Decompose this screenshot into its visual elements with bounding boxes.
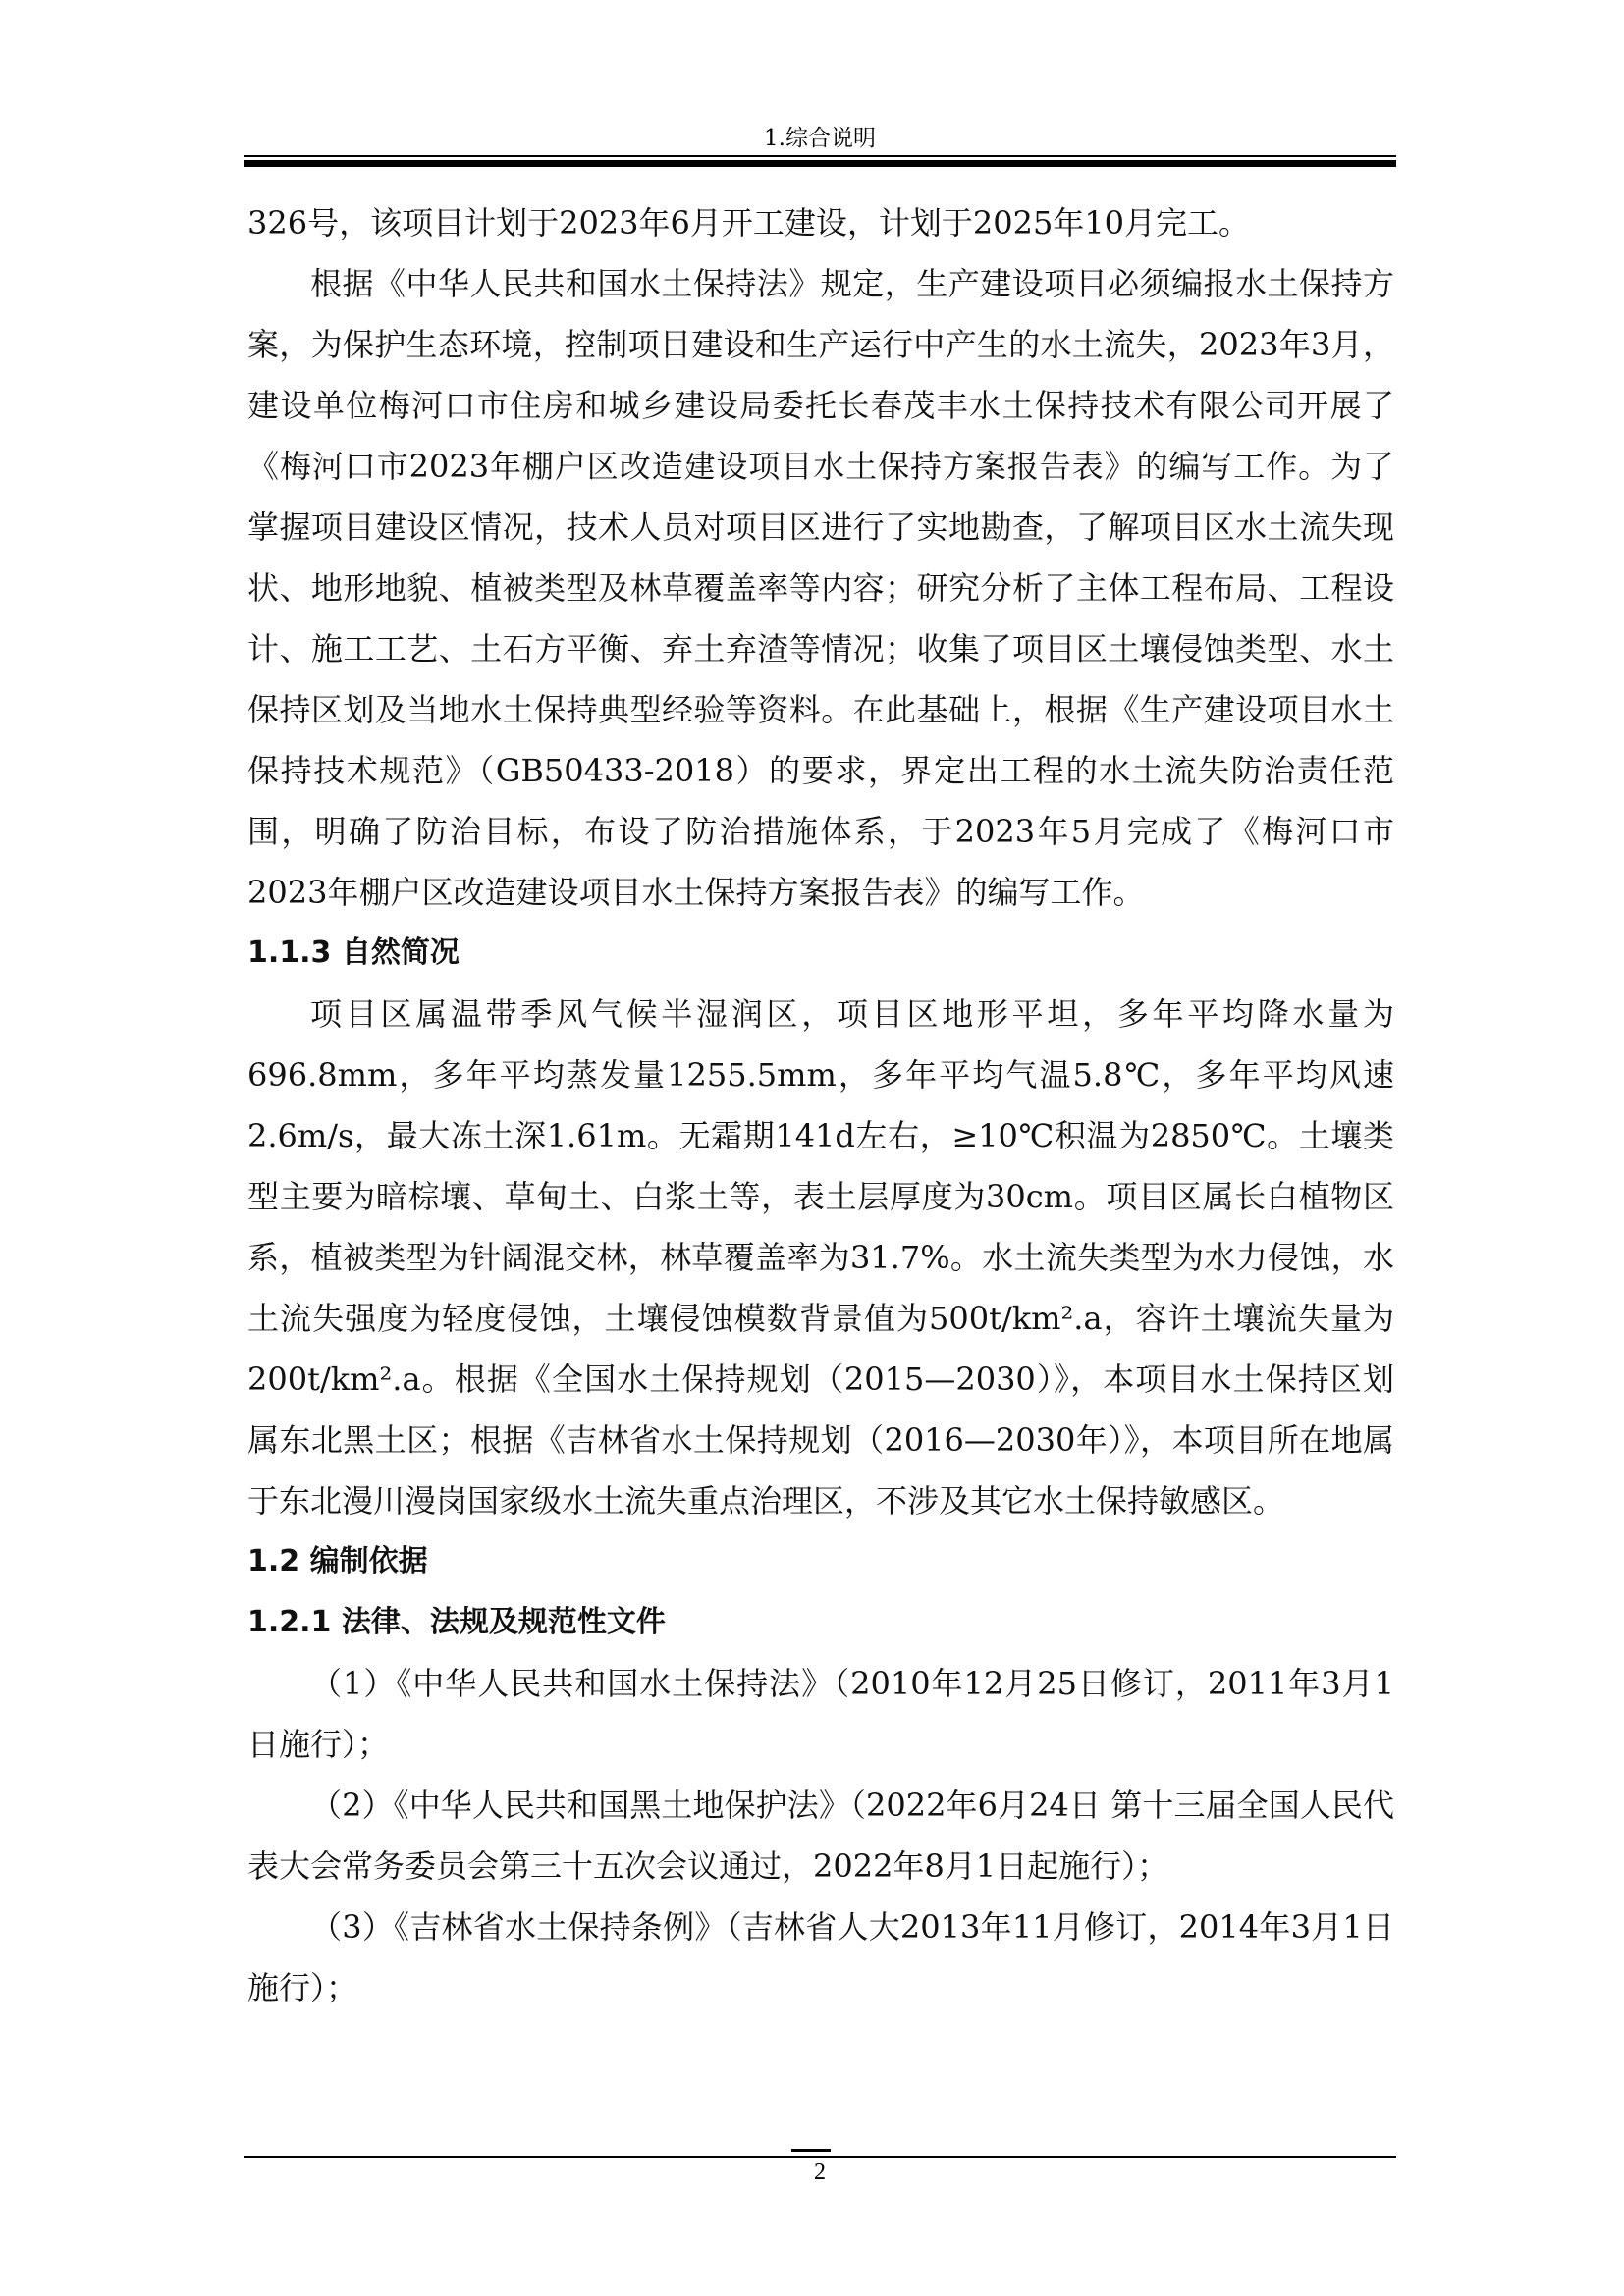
- footer-short-rule: [791, 2149, 831, 2152]
- page-number: 2: [814, 2160, 826, 2185]
- section-heading-1-2: 1.2 编制依据: [247, 1544, 428, 1578]
- paragraph-plan-background: 根据《中华人民共和国水土保持法》规定，生产建设项目必须编报水土保持方案，为保护生态环境，控制项目建设和生产运行中产生的水土流失，2023年3月，建设单位梅河口市住房和城乡建设局委托长春茂丰水土保持技术有限公司开展了《梅河口市2023年棚户区改造建设项目水土保持方案报告表》的编写工作。为了掌握项目建设区情况，技术人员对项目区进行了实地勘查，了解项目区水土流失现状、地形地貌、植被类型及林草覆盖率等内容；研究分析了主体工程布局、工程设计、施工工艺、土石方平衡、弃土弃渣等情况；收集了项目区土壤侵蚀类型、水土保持区划及当地水土保持典型经验等资料。在此基础上，根据《生产建设项目水土保持技术规范》（GB50433-2018）的要求，界定出工程的水土流失防治责任范围，明确了防治目标，布设了防治措施体系，于2023年5月完成了《梅河口市2023年棚户区改造建设项目水土保持方案报告表》的编写工作。: [247, 265, 1394, 911]
- running-header: 1.综合说明: [764, 126, 876, 151]
- section-heading-1-1-3: 1.1.3 自然简况: [247, 935, 460, 970]
- section-heading-1-2-1: 1.2.1 法律、法规及规范性文件: [247, 1605, 666, 1639]
- header-rule-thick: [244, 160, 1396, 167]
- list-item-law-2: （2）《中华人民共和国黑土地保护法》（2022年6月24日 第十三届全国人民代表大会常务委员会第三十五次会议通过，2022年8月1日起施行）；: [247, 1787, 1394, 1885]
- paragraph-natural-conditions: 项目区属温带季风气候半湿润区，项目区地形平坦，多年平均降水量为696.8mm，多年平均蒸发量1255.5mm，多年平均气温5.8℃，多年平均风速2.6m/s，最大冻土深1.61m。无霜期141d左右，≥10℃积温为2850℃。土壤类型主要为暗棕壤、草甸土、白浆土等，表土层厚度为30cm。项目区属长白植物区系，植被类型为针阔混交林，林草覆盖率为31.7%。水土流失类型为水力侵蚀，水土流失强度为轻度侵蚀，土壤侵蚀模数背景值为500t/km².a，容许土壤流失量为200t/km².a。根据《全国水土保持规划（2015—2030）》，本项目水土保持区划属东北黑土区；根据《吉林省水土保持规划（2016—2030年）》，本项目所在地属于东北漫川漫岗国家级水土流失重点治理区，不涉及其它水土保持敏感区。: [247, 995, 1394, 1520]
- list-item-law-1: （1）《中华人民共和国水土保持法》（2010年12月25日修订，2011年3月1日施行）；: [247, 1665, 1394, 1763]
- footer-rule: [244, 2156, 1396, 2158]
- paragraph-completion-schedule: 326号，该项目计划于2023年6月开工建设，计划于2025年10月完工。: [247, 204, 1251, 241]
- header-rule-thin: [244, 155, 1396, 157]
- document-body: [247, 192, 1394, 2018]
- list-item-law-3: （3）《吉林省水土保持条例》（吉林省人大2013年11月修订，2014年3月1日施行）；: [247, 1908, 1394, 2006]
